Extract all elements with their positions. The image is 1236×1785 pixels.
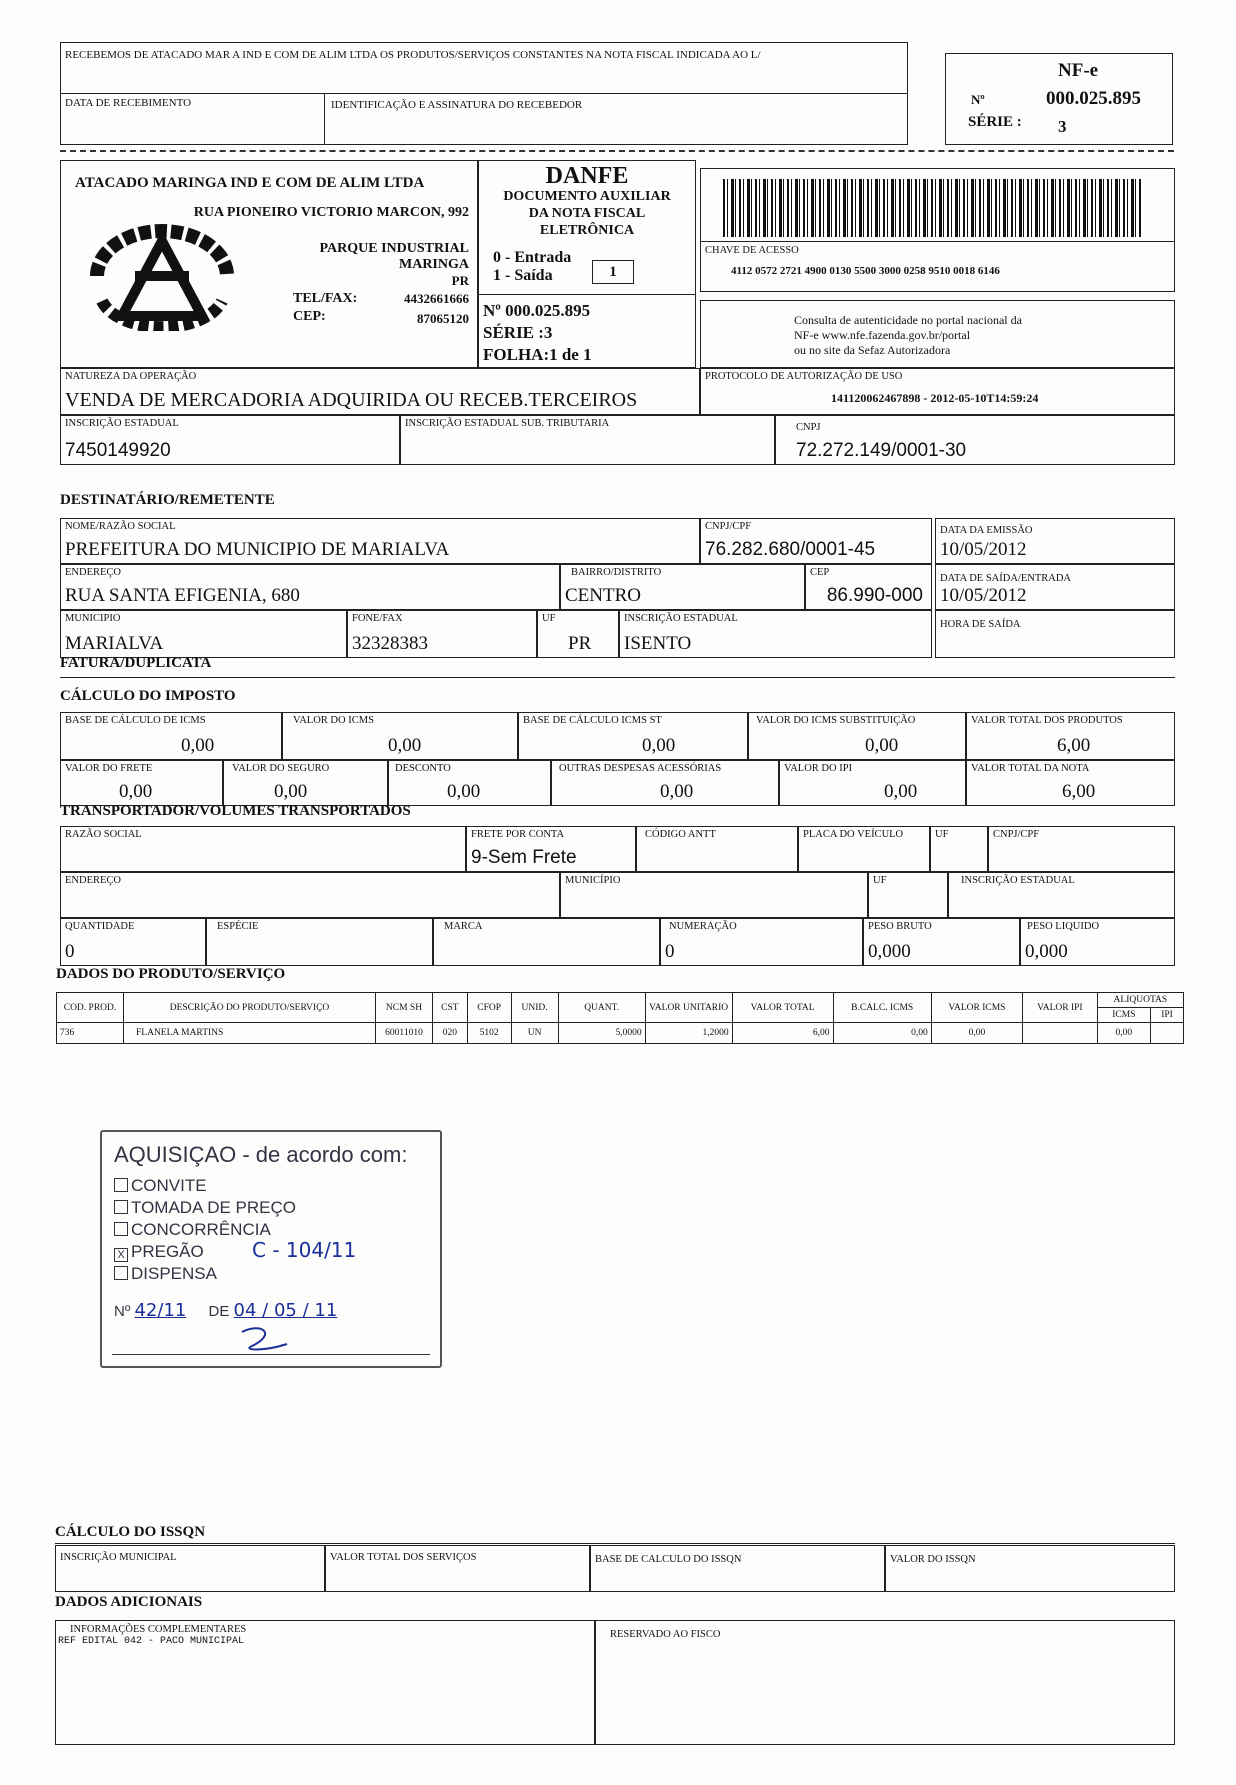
imposto-field	[779, 760, 966, 806]
value: 0,00	[660, 781, 694, 802]
option-label: DISPENSA	[131, 1264, 217, 1283]
transp-liq: 0,000	[1025, 941, 1068, 962]
nfe-box	[945, 53, 1173, 145]
dest-cnpj-field	[700, 518, 932, 564]
de-label: DE	[208, 1303, 230, 1320]
dest-saida: 10/05/2012	[940, 585, 1027, 606]
checked-checkbox-icon: X	[114, 1248, 128, 1262]
num-prefix: Nº	[114, 1303, 131, 1320]
dest-mun-field	[60, 610, 347, 658]
dest-uf-field	[537, 610, 619, 658]
issqn-field	[885, 1545, 1175, 1592]
cell: 736	[57, 1023, 124, 1044]
dest-fone-field	[347, 610, 537, 658]
label: UF	[935, 829, 949, 840]
cell: 5,0000	[558, 1023, 645, 1044]
label: NOME/RAZÃO SOCIAL	[65, 521, 176, 532]
emitter-district: PARQUE INDUSTRIAL	[319, 241, 469, 256]
label: HORA DE SAÍDA	[940, 619, 1021, 630]
label: DATA DE SAÍDA/ENTRADA	[940, 573, 1071, 584]
cell: UN	[511, 1023, 558, 1044]
dest-cep: 86.990-000	[826, 585, 923, 606]
stamp-option	[114, 1264, 217, 1284]
checkbox-icon	[114, 1266, 128, 1280]
transp-end-field	[60, 872, 560, 918]
transp-bruto: 0,000	[868, 941, 911, 962]
operation-type: 1	[592, 260, 634, 284]
dest-heading: DESTINATÁRIO/REMETENTE	[60, 492, 275, 508]
dest-ie: ISENTO	[624, 633, 692, 654]
cell	[1151, 1023, 1184, 1044]
col-aliq-icms: ICMS	[1097, 1008, 1150, 1023]
label: CNPJ/CPF	[993, 829, 1040, 840]
imposto-field	[966, 760, 1175, 806]
label: BASE DE CÁLCULO ICMS ST	[523, 715, 662, 726]
transp-marca-field	[433, 918, 660, 966]
value: 0,00	[274, 781, 308, 802]
products-table	[56, 992, 1184, 1044]
barcode	[723, 179, 1143, 237]
nfe-serie: 3	[1058, 117, 1067, 136]
produtos-heading: DADOS DO PRODUTO/SERVIÇO	[56, 966, 286, 982]
label: CEP	[810, 567, 830, 578]
label: PESO BRUTO	[868, 921, 932, 932]
imposto-heading: CÁLCULO DO IMPOSTO	[60, 688, 236, 704]
transp-heading: TRANSPORTADOR/VOLUMES TRANSPORTADOS	[60, 803, 411, 819]
company-logo	[77, 221, 247, 331]
imposto-field	[518, 712, 748, 760]
natureza-field	[60, 368, 700, 415]
dest-cnpj: 76.282.680/0001-45	[705, 539, 876, 560]
danfe-subtitle-3: ELETRÔNICA	[539, 223, 635, 238]
danfe-serie: SÉRIE :3	[483, 323, 553, 342]
fisco-box	[595, 1620, 1175, 1745]
label: VALOR DO FRETE	[65, 763, 153, 774]
transp-especie-field	[206, 918, 433, 966]
checkbox-icon	[114, 1178, 128, 1192]
date-received-label: DATA DE RECEBIMENTO	[65, 97, 192, 109]
value: 6,00	[1062, 781, 1096, 802]
stamp-option	[114, 1242, 204, 1262]
danfe-number: Nº 000.025.895	[483, 301, 591, 320]
cep-label: CEP:	[293, 309, 326, 324]
dest-bairro-field	[560, 564, 805, 610]
consulta-box	[700, 300, 1175, 368]
ie-label: INSCRIÇÃO ESTADUAL	[65, 418, 179, 429]
imposto-field	[60, 712, 282, 760]
transp-razao-field	[60, 826, 466, 872]
nfe-number: 000.025.895	[1046, 88, 1141, 109]
dest-emissao-field	[935, 518, 1175, 564]
col-aliquotas: ALIQUOTAS	[1097, 993, 1183, 1008]
label: RAZÃO SOCIAL	[65, 829, 142, 840]
transp-uf-field	[930, 826, 988, 872]
consulta-line-1: Consulta de autenticidade no portal nacional da	[794, 313, 1022, 327]
danfe-folha: FOLHA:1 de 1	[483, 345, 592, 364]
label: INFORMAÇÕES COMPLEMENTARES	[70, 1624, 247, 1635]
dest-cep-field	[805, 564, 932, 610]
label: INSCRIÇÃO ESTADUAL	[624, 613, 738, 624]
col-aliq-ipi: IPI	[1151, 1008, 1184, 1023]
transp-uf2-field	[868, 872, 948, 918]
transp-qtd: 0	[65, 941, 75, 962]
option-label: TOMADA DE PREÇO	[131, 1198, 296, 1217]
entrada-label: 0 - Entrada	[493, 249, 572, 266]
value: 0,00	[447, 781, 481, 802]
acquisition-stamp	[100, 1130, 442, 1368]
nfe-num-label: Nº	[971, 92, 985, 107]
label: BAIRRO/DISTRITO	[571, 567, 662, 578]
col-cst: CST	[433, 993, 468, 1023]
imposto-field	[966, 712, 1175, 760]
label: UF	[542, 613, 556, 624]
col-cfop: CFOP	[467, 993, 511, 1023]
table-row	[57, 1023, 1184, 1044]
option-label: PREGÃO	[131, 1242, 204, 1261]
col-quant: QUANT.	[558, 993, 645, 1023]
transp-antt-field	[636, 826, 798, 872]
danfe-subtitle-1: DOCUMENTO AUXILIAR	[503, 189, 671, 204]
dest-fone: 32328383	[352, 633, 428, 654]
transp-num-field	[660, 918, 863, 966]
dest-end: RUA SANTA EFIGENIA, 680	[65, 585, 300, 606]
emitter-box	[60, 160, 478, 368]
label: MARCA	[444, 921, 483, 932]
col-vunit: VALOR UNITARIO	[645, 993, 732, 1023]
issqn-field	[325, 1545, 590, 1592]
transp-frete-field	[466, 826, 636, 872]
label: QUANTIDADE	[65, 921, 135, 932]
nfe-label: NF-e	[1058, 60, 1099, 81]
label: VALOR DO ISSQN	[890, 1554, 976, 1565]
nfe-serie-label: SÉRIE :	[968, 114, 1022, 130]
issqn-field	[55, 1545, 325, 1592]
label: VALOR TOTAL DOS PRODUTOS	[971, 715, 1123, 726]
ie-value: 7450149920	[65, 440, 171, 461]
transp-placa-field	[798, 826, 930, 872]
label: BASE DE CÁLCULO DE ICMS	[65, 715, 206, 726]
imposto-field	[282, 712, 518, 760]
label: INSCRIÇÃO ESTADUAL	[961, 875, 1075, 886]
issqn-heading: CÁLCULO DO ISSQN	[55, 1524, 206, 1540]
emitter-street: RUA PIONEIRO VICTORIO MARCON, 992	[193, 205, 469, 220]
col-unid: UNID.	[511, 993, 558, 1023]
col-ncm: NCM SH	[376, 993, 433, 1023]
label: FRETE POR CONTA	[471, 829, 565, 840]
label: ESPÉCIE	[217, 921, 259, 932]
cell: 0,00	[833, 1023, 931, 1044]
ie-field	[60, 415, 400, 465]
label: NUMERAÇÃO	[669, 921, 737, 932]
cnpj-label: CNPJ	[796, 422, 821, 433]
transp-liq-field	[1020, 918, 1175, 966]
label: UF	[873, 875, 887, 886]
danfe-box	[478, 160, 696, 368]
cell	[1023, 1023, 1098, 1044]
receipt-text: RECEBEMOS DE ATACADO MAR A IND E COM DE ALIM LTDA OS PRODUTOS/SERVIÇOS CONSTANTES NA NOTA FISCAL INDICADA AO L/	[65, 49, 761, 61]
imposto-field	[388, 760, 551, 806]
cnpj-field	[775, 415, 1175, 465]
danfe-subtitle-2: DA NOTA FISCAL	[528, 206, 646, 221]
dest-ie-field	[619, 610, 932, 658]
consulta-line-3: ou no site da Sefaz Autorizadora	[794, 343, 951, 357]
label: BASE DE CALCULO DO ISSQN	[595, 1554, 742, 1565]
danfe-title: DANFE	[545, 163, 629, 189]
ie-st-label: INSCRIÇÃO ESTADUAL SUB. TRIBUTARIA	[405, 418, 610, 429]
dest-saida-field	[935, 564, 1175, 610]
option-label: CONVITE	[131, 1176, 207, 1195]
cut-line	[60, 150, 1174, 152]
emitter-name: ATACADO MARINGA IND E COM DE ALIM LTDA	[75, 175, 425, 191]
saida-label: 1 - Saída	[493, 267, 553, 284]
access-key-box	[700, 168, 1175, 292]
label: VALOR DO ICMS	[293, 715, 374, 726]
label: DATA DA EMISSÃO	[940, 525, 1033, 536]
cnpj-value: 72.272.149/0001-30	[796, 440, 967, 461]
transp-mun-field	[560, 872, 868, 918]
col-cod: COD. PROD.	[57, 993, 124, 1023]
imposto-field	[551, 760, 779, 806]
consulta-line-2: NF-e www.nfe.fazenda.gov.br/portal	[794, 328, 971, 342]
stamp-option	[114, 1176, 207, 1196]
transp-ie-field	[948, 872, 1175, 918]
option-label: CONCORRÊNCIA	[131, 1220, 271, 1239]
cell: 60011010	[376, 1023, 433, 1044]
protocolo-field	[700, 368, 1175, 415]
dest-uf: PR	[568, 633, 592, 654]
cell: FLANELA MARTINS	[124, 1023, 376, 1044]
value: 0,00	[884, 781, 918, 802]
info-complementar-box	[55, 1620, 595, 1745]
cell: 0,00	[931, 1023, 1022, 1044]
receipt-stub	[60, 42, 908, 145]
adicionais-heading: DADOS ADICIONAIS	[55, 1594, 203, 1610]
cell: 0,00	[1097, 1023, 1150, 1044]
stamp-option	[114, 1220, 271, 1240]
label: VALOR DO IPI	[784, 763, 853, 774]
signature-scribble	[232, 1324, 292, 1354]
imposto-field	[223, 760, 388, 806]
checkbox-icon	[114, 1200, 128, 1214]
label: MUNICÍPIO	[565, 875, 621, 886]
dest-nome: PREFEITURA DO MUNICIPIO DE MARIALVA	[65, 539, 450, 560]
handwritten-note: C - 104/11	[252, 1238, 357, 1262]
label: ENDEREÇO	[65, 875, 121, 886]
imposto-field	[748, 712, 966, 760]
stamp-num-line	[114, 1300, 337, 1321]
col-bcalc: B.CALC. ICMS	[833, 993, 931, 1023]
dest-end-field	[60, 564, 560, 610]
label: VALOR TOTAL DOS SERVIÇOS	[330, 1552, 477, 1563]
info-complementar: REF EDITAL 042 - PACO MUNICIPAL	[58, 1636, 245, 1647]
label: VALOR DO ICMS SUBSTITUIÇÃO	[756, 715, 916, 726]
value: 6,00	[1057, 735, 1091, 756]
transp-bruto-field	[863, 918, 1020, 966]
label: ENDEREÇO	[65, 567, 121, 578]
col-desc: DESCRIÇÃO DO PRODUTO/SERVIÇO	[124, 993, 376, 1023]
label: MUNICIPIO	[65, 613, 121, 624]
access-key-label: CHAVE DE ACESSO	[705, 245, 799, 256]
cell: 020	[433, 1023, 468, 1044]
access-key: 4112 0572 2721 4900 0130 5500 3000 0258 9510 0018 6146	[731, 265, 1000, 277]
label: VALOR TOTAL DA NOTA	[971, 763, 1090, 774]
fatura-heading: FATURA/DUPLICATA	[60, 655, 212, 671]
dest-bairro: CENTRO	[565, 585, 641, 606]
transp-frete: 9-Sem Frete	[471, 847, 577, 868]
stamp-title: AQUISIÇAO - de acordo com:	[114, 1142, 408, 1167]
cell: 1,2000	[645, 1023, 732, 1044]
transp-cnpj-field	[988, 826, 1175, 872]
label: PLACA DO VEÍCULO	[803, 829, 904, 840]
emitter-tel: 4432661666	[404, 291, 469, 306]
value: 0,00	[119, 781, 153, 802]
dest-emissao: 10/05/2012	[940, 539, 1027, 560]
emitter-state: PR	[451, 273, 469, 288]
natureza-value: VENDA DE MERCADORIA ADQUIRIDA OU RECEB.TERCEIROS	[65, 389, 638, 411]
ie-st-field	[400, 415, 775, 465]
value: 0,00	[388, 735, 422, 756]
protocolo-value: 141120062467898 - 2012-05-10T14:59:24	[831, 391, 1039, 405]
label: CÓDIGO ANTT	[645, 829, 716, 840]
table-header	[57, 993, 1184, 1008]
natureza-label: NATUREZA DA OPERAÇÃO	[65, 371, 197, 382]
protocolo-label: PROTOCOLO DE AUTORIZAÇÃO DE USO	[705, 371, 903, 382]
cell: 6,00	[732, 1023, 833, 1044]
handwritten-num: 42/11	[134, 1300, 187, 1321]
label: FONE/FAX	[352, 613, 403, 624]
value: 0,00	[865, 735, 899, 756]
transp-qtd-field	[60, 918, 206, 966]
emitter-city: MARINGA	[399, 257, 469, 272]
label: INSCRIÇÃO MUNICIPAL	[60, 1552, 177, 1563]
label: VALOR DO SEGURO	[232, 763, 330, 774]
transp-num: 0	[665, 941, 675, 962]
imposto-field	[60, 760, 223, 806]
label: CNPJ/CPF	[705, 521, 752, 532]
col-vtotal: VALOR TOTAL	[732, 993, 833, 1023]
stamp-option	[114, 1198, 296, 1218]
emitter-cep: 87065120	[417, 311, 469, 326]
handwritten-date: 04 / 05 / 11	[233, 1300, 338, 1321]
dest-nome-field	[60, 518, 700, 564]
label: DESCONTO	[395, 763, 451, 774]
col-vicms: VALOR ICMS	[931, 993, 1022, 1023]
signature-label: IDENTIFICAÇÃO E ASSINATURA DO RECEBEDOR	[331, 99, 583, 111]
label: PESO LIQUIDO	[1027, 921, 1100, 932]
label: OUTRAS DESPESAS ACESSÓRIAS	[559, 763, 722, 774]
dest-hora-field	[935, 610, 1175, 658]
checkbox-icon	[114, 1222, 128, 1236]
value: 0,00	[642, 735, 676, 756]
tel-label: TEL/FAX:	[293, 291, 358, 306]
col-vipi: VALOR IPI	[1023, 993, 1098, 1023]
dest-mun: MARIALVA	[65, 633, 164, 654]
label: RESERVADO AO FISCO	[610, 1629, 721, 1640]
cell: 5102	[467, 1023, 511, 1044]
value: 0,00	[181, 735, 215, 756]
issqn-field	[590, 1545, 885, 1592]
